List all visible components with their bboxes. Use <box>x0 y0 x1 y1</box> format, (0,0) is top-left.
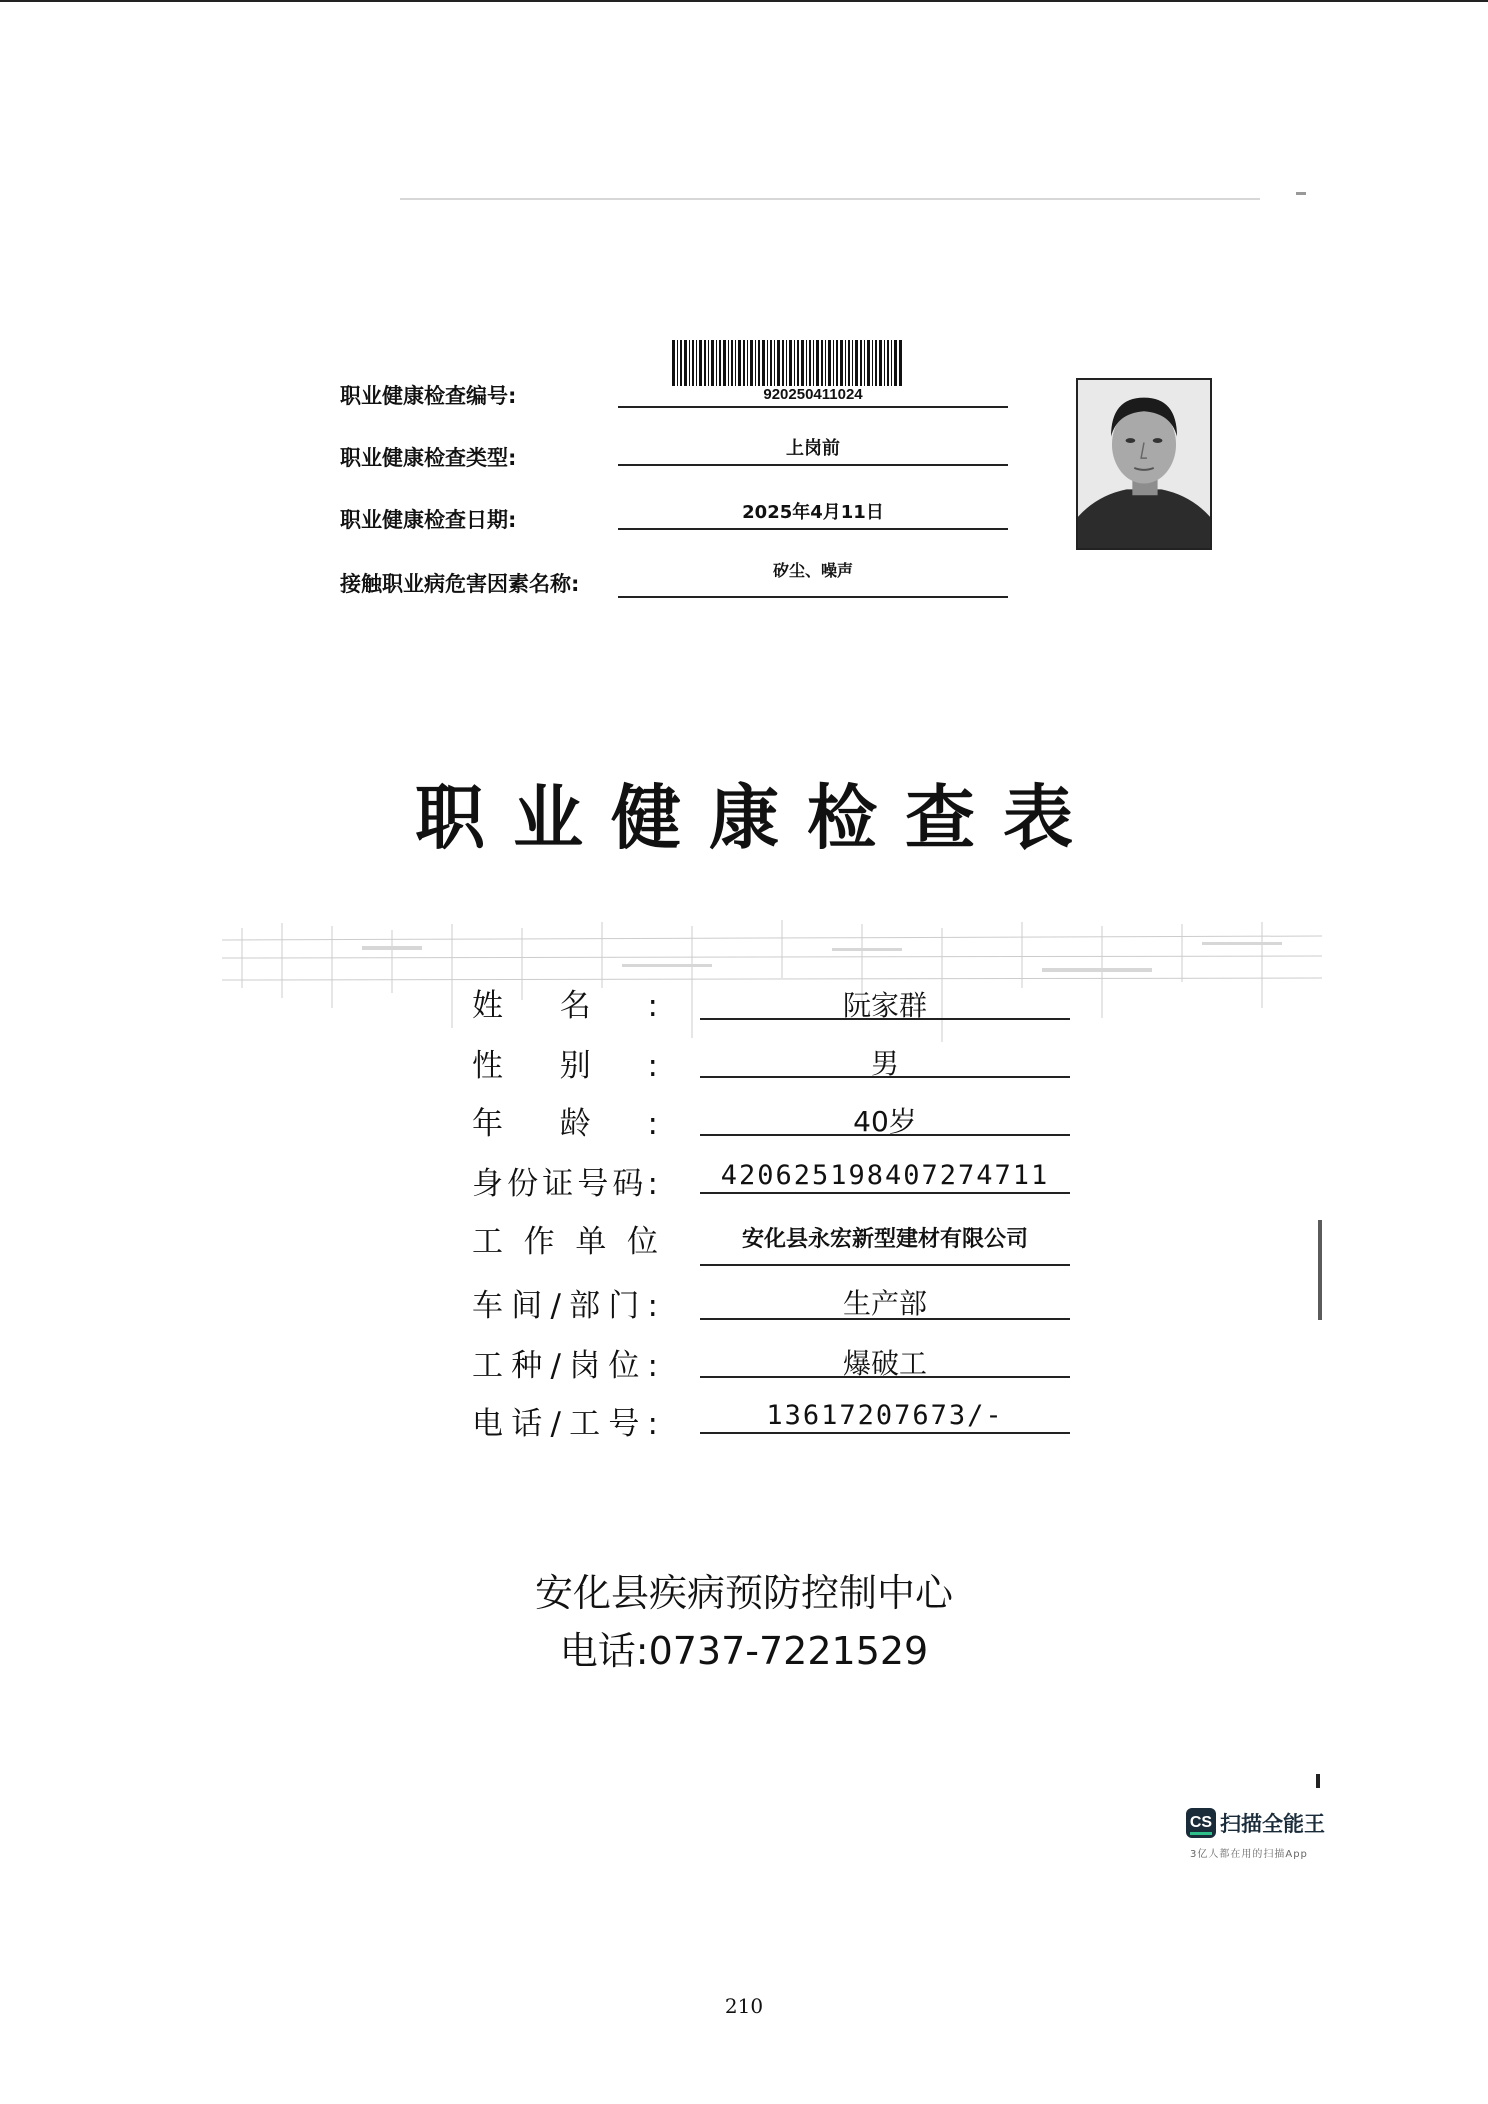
job-label: 工种/岗位: <box>472 1348 658 1384</box>
id-number-value: 420625198407274711 <box>720 1160 1050 1191</box>
hazard-value: 矽尘、噪声 <box>772 561 853 580</box>
edge-mark <box>1316 1774 1320 1788</box>
phone-underline <box>700 1432 1070 1434</box>
gender-underline <box>700 1076 1070 1078</box>
exam-type-underline <box>618 464 1008 466</box>
name-underline <box>700 1018 1070 1020</box>
phone-label: 电话/工号: <box>472 1406 658 1442</box>
scanner-app-name: 扫描全能王 <box>1220 1812 1325 1836</box>
hazard-label: 接触职业病危害因素名称: <box>340 572 580 596</box>
department-label: 车间/部门: <box>472 1288 658 1324</box>
exam-date-label: 职业健康检查日期: <box>340 508 517 532</box>
organization-phone: 电话:0737-7221529 <box>559 1629 929 1673</box>
exam-number-value: 920250411024 <box>763 386 863 403</box>
gender-value: 男 <box>870 1047 899 1080</box>
exam-date-value: 2025年4月11日 <box>742 502 884 523</box>
id-number-underline <box>700 1192 1070 1194</box>
name-value: 阮家群 <box>842 989 927 1022</box>
page-top-border <box>0 0 1488 2</box>
page-number: 210 <box>724 1994 764 2018</box>
department-value: 生产部 <box>842 1287 927 1320</box>
scan-speck <box>1296 192 1306 195</box>
age-underline <box>700 1134 1070 1136</box>
id-photo <box>1076 378 1212 550</box>
name-label: 姓名: <box>472 988 658 1024</box>
document-title: 职业健康检查表 <box>415 777 1101 859</box>
scan-speck <box>1318 1220 1322 1320</box>
hazard-underline <box>618 596 1008 598</box>
job-underline <box>700 1376 1070 1378</box>
employer-label: 工作单位 <box>472 1224 658 1260</box>
scanner-tagline: 3亿人都在用的扫描App <box>1190 1849 1308 1860</box>
age-label: 年龄: <box>472 1106 658 1142</box>
exam-type-value: 上岗前 <box>786 438 840 459</box>
gender-label: 性别: <box>472 1048 658 1084</box>
exam-number-underline <box>618 406 1008 408</box>
cs-logo-icon: CS <box>1186 1808 1216 1838</box>
exam-date-underline <box>618 528 1008 530</box>
scanner-watermark <box>1186 1808 1325 1838</box>
exam-type-label: 职业健康检查类型: <box>340 446 517 470</box>
phone-value: 13617207673/- <box>766 1400 1004 1431</box>
age-value: 40岁 <box>853 1105 917 1138</box>
employer-underline <box>700 1264 1070 1266</box>
scan-noise <box>222 918 1322 1048</box>
exam-number-label: 职业健康检查编号: <box>340 384 517 408</box>
department-underline <box>700 1318 1070 1320</box>
scan-speck <box>400 198 1260 200</box>
organization-name: 安化县疾病预防控制中心 <box>534 1571 953 1615</box>
id-number-label: 身份证号码: <box>472 1166 658 1202</box>
barcode <box>672 340 902 386</box>
employer-value: 安化县永宏新型建材有限公司 <box>741 1227 1028 1252</box>
job-value: 爆破工 <box>842 1347 927 1380</box>
